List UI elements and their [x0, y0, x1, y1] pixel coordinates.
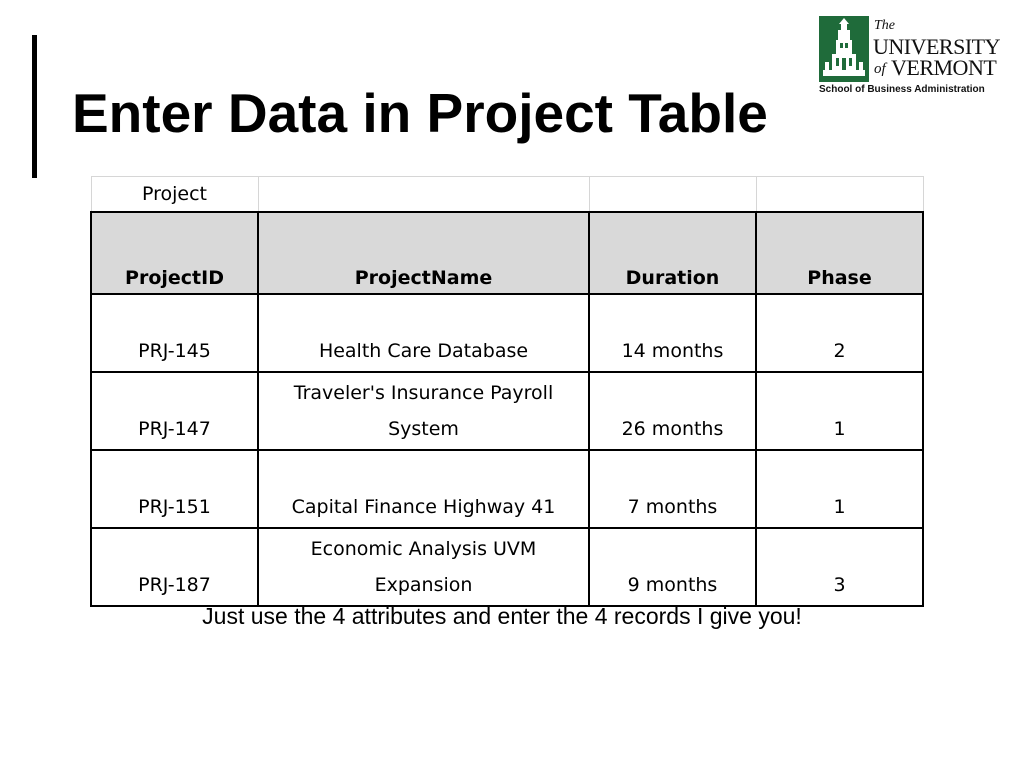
table-row: [91, 528, 923, 606]
cell-projectid: PRJ-145: [91, 294, 258, 372]
column-header-projectid: ProjectID: [91, 212, 258, 294]
title-accent-bar: [32, 35, 37, 178]
uvm-seal-icon: [819, 16, 869, 82]
table-caption-row: [91, 177, 923, 213]
table-row: [91, 450, 923, 528]
logo-of-text: of: [874, 61, 886, 77]
uvm-logo: [819, 16, 999, 98]
project-table-container: [90, 176, 924, 607]
cell-projectid: PRJ-147: [91, 372, 258, 450]
table-header-row: [91, 212, 923, 294]
caption-empty-cell: [756, 177, 923, 213]
cell-phase: 3: [756, 528, 923, 606]
logo-vermont-text: VERMONT: [891, 55, 997, 80]
column-header-projectname: ProjectName: [258, 212, 589, 294]
logo-school-text: School of Business Administration: [819, 84, 985, 95]
cell-duration: 9 months: [589, 528, 756, 606]
cell-projectid: PRJ-151: [91, 450, 258, 528]
instruction-text: Just use the 4 attributes and enter the 4 records I give you!: [202, 603, 802, 629]
caption-empty-cell: [589, 177, 756, 213]
logo-the-text: The: [874, 18, 895, 33]
table-caption: Project: [91, 177, 258, 213]
cell-phase: 1: [756, 372, 923, 450]
cell-phase: 1: [756, 450, 923, 528]
cell-projectname: Health Care Database: [258, 294, 589, 372]
cell-duration: 26 months: [589, 372, 756, 450]
table-row: [91, 294, 923, 372]
cell-phase: 2: [756, 294, 923, 372]
cell-projectname: Economic Analysis UVM Expansion: [258, 528, 589, 606]
slide-title: Enter Data in Project Table: [72, 82, 768, 144]
project-table: [90, 176, 924, 607]
table-row: [91, 372, 923, 450]
cell-duration: 14 months: [589, 294, 756, 372]
cell-duration: 7 months: [589, 450, 756, 528]
caption-empty-cell: [258, 177, 589, 213]
column-header-duration: Duration: [589, 212, 756, 294]
cell-projectname: Capital Finance Highway 41: [258, 450, 589, 528]
cell-projectid: PRJ-187: [91, 528, 258, 606]
cell-projectname: Traveler's Insurance Payroll System: [258, 372, 589, 450]
logo-university-text: UNIVERSITY: [873, 34, 1000, 59]
column-header-phase: Phase: [756, 212, 923, 294]
